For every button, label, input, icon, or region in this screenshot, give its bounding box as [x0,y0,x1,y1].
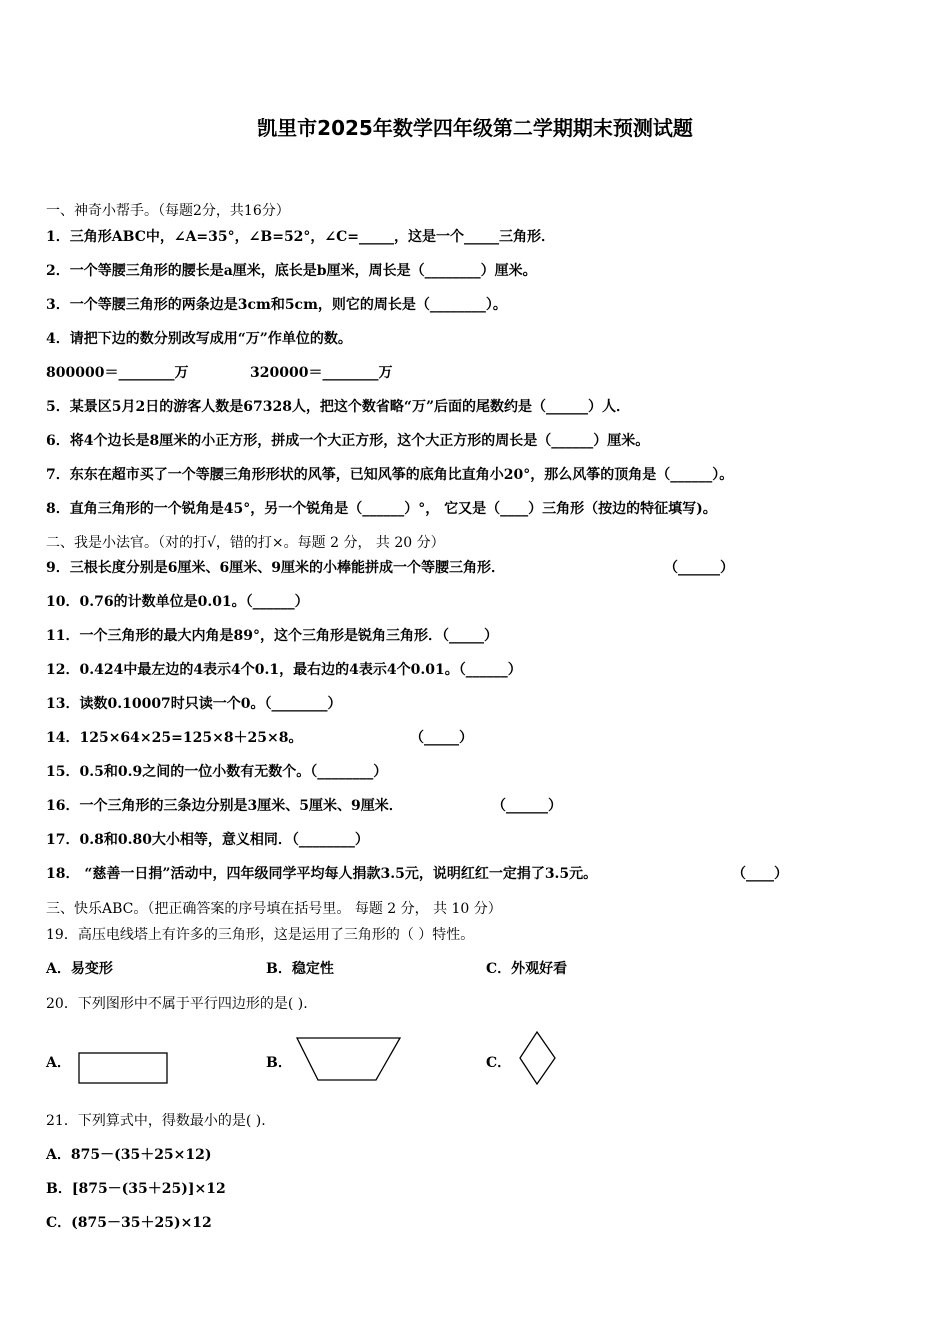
section-2-heading: 二、我是小法官。（对的打√，错的打×。每题 2 分， 共 20 分） [46,535,445,551]
question-19-option-c: C．外观好看 [486,961,568,977]
question-21: 21．下列算式中，得数最小的是( ). [46,1113,266,1129]
question-4b: 320000＝________万 [250,365,393,381]
question-20-option-b-label: B． [266,1055,292,1071]
question-9: 9．三根长度分别是6厘米、6厘米、9厘米的小棒能拼成一个等腰三角形． [46,560,505,576]
section-1-heading: 一、神奇小帮手。（每题2分，共16分） [46,203,290,219]
question-21-option-b: B．[875－(35＋25)]×12 [46,1181,226,1197]
question-16-answer: （______） [492,798,562,814]
question-21-option-c: C．(875－35＋25)×12 [46,1215,212,1231]
question-11: 11．一个三角形的最大内角是89°，这个三角形是锐角三角形．（_____） [46,628,498,644]
question-20: 20．下列图形中不属于平行四边形的是( ). [46,996,308,1012]
question-8: 8．直角三角形的一个锐角是45°，另一个锐角是（______）°， 它又是（____）三角形（按边的特征填写)。 [46,501,717,517]
question-14: 14．125×64×25=125×8＋25×8。 [46,730,303,746]
question-20-option-a-label: A． [46,1055,71,1071]
rhombus-figure [518,1030,558,1086]
question-13: 13．读数0.10007时只读一个0。（________） [46,696,342,712]
question-14-answer: （_____） [410,730,473,746]
question-7: 7．东东在超市买了一个等腰三角形形状的风筝，已知风筝的底角比直角小20°，那么风筝的顶角是（______）。 [46,467,734,483]
page-title: 凯里市2025年数学四年级第二学期期末预测试题 [257,116,693,140]
question-5: 5．某景区5月2日的游客人数是67328人，把这个数省略“万”后面的尾数约是（______）人． [46,399,631,415]
question-1: 1．三角形ABC中，∠A=35°，∠B=52°，∠C=_____，这是一个_____三角形． [46,229,556,245]
question-18-answer: （____） [732,866,788,882]
question-17: 17．0.8和0.80大小相等，意义相同．（________） [46,832,369,848]
question-18: 18． “慈善一日捐”活动中，四年级同学平均每人捐款3.5元，说明红红一定捐了3.5元。 [46,866,598,882]
question-19: 19．高压电线塔上有许多的三角形，这是运用了三角形的（ ）特性。 [46,927,475,943]
question-15: 15．0.5和0.9之间的一位小数有无数个。（________） [46,764,388,780]
question-12: 12．0.424中最左边的4表示4个0.1，最右边的4表示4个0.01。（______） [46,662,522,678]
question-20-option-c-label: C． [486,1055,512,1071]
question-6: 6．将4个边长是8厘米的小正方形，拼成一个大正方形，这个大正方形的周长是（______）厘米。 [46,433,650,449]
question-21-option-a: A．875－(35＋25×12) [46,1147,212,1163]
question-4: 4．请把下边的数分别改写成用“万”作单位的数。 [46,331,352,347]
rectangle-figure [78,1052,170,1086]
question-16: 16．一个三角形的三条边分别是3厘米、5厘米、9厘米． [46,798,403,814]
question-19-option-a: A．易变形 [46,961,113,977]
section-3-heading: 三、快乐ABC。（把正确答案的序号填在括号里。 每题 2 分， 共 10 分） [46,901,502,917]
question-3: 3．一个等腰三角形的两条边是3cm和5cm，则它的周长是（________）。 [46,297,507,313]
question-19-option-b: B．稳定性 [266,961,334,977]
question-10: 10．0.76的计数单位是0.01。（______） [46,594,309,610]
trapezoid-figure [294,1036,404,1084]
question-4a: 800000＝________万 [46,365,189,381]
question-2: 2．一个等腰三角形的腰长是a厘米，底长是b厘米，周长是（________）厘米。 [46,263,537,279]
question-9-answer: （______） [664,560,734,576]
